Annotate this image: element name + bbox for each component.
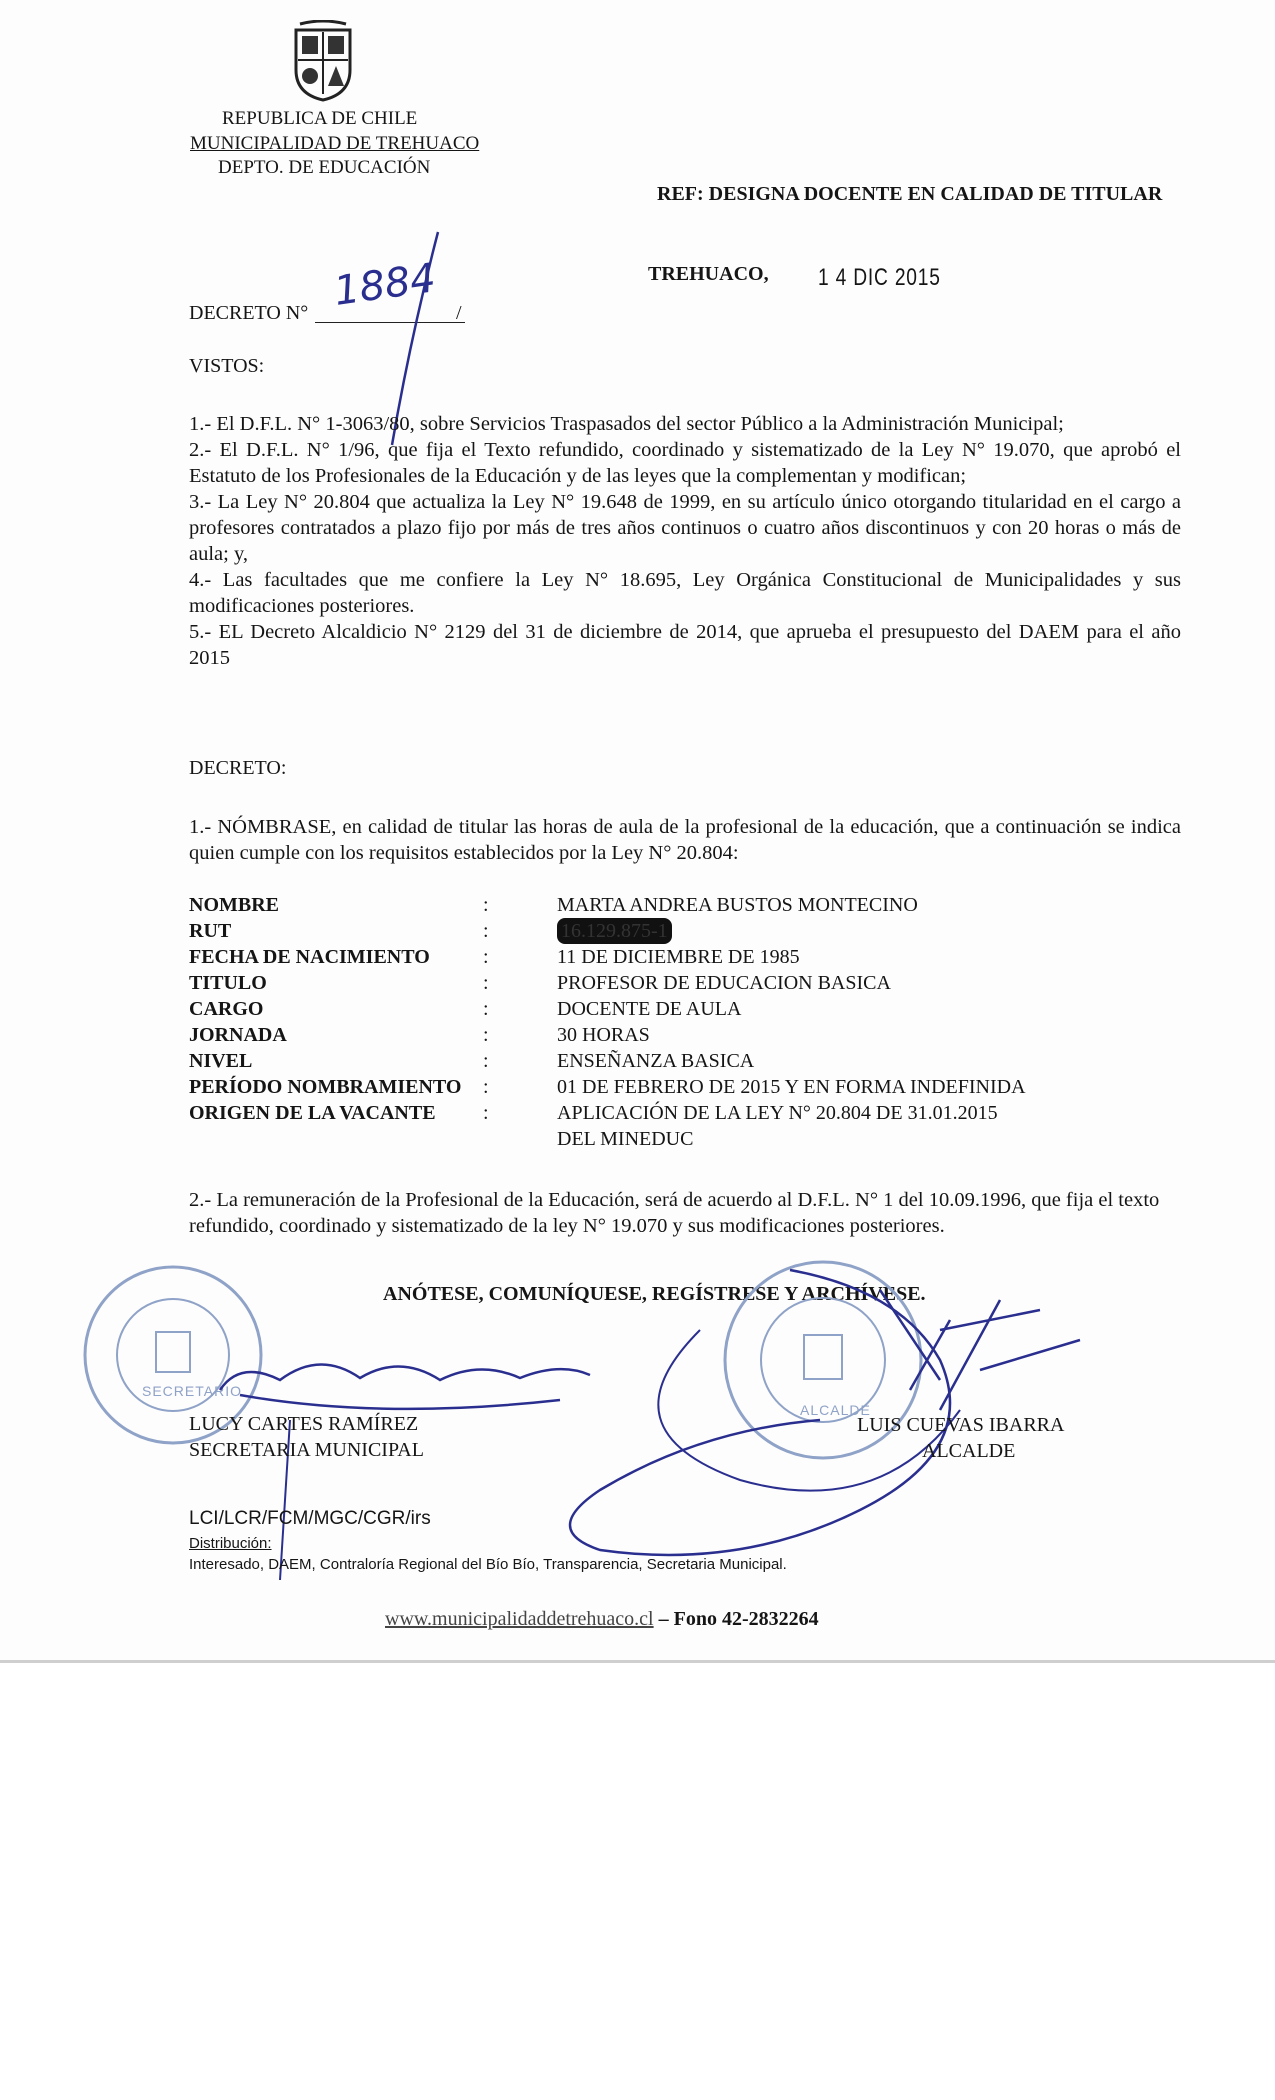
svg-text:SECRETARIO: SECRETARIO xyxy=(142,1383,242,1399)
field-colon: : xyxy=(483,1024,489,1046)
decree-slash: / xyxy=(456,302,462,324)
vistos-item: 4.- Las facultades que me confiere la Ley N° 18.695, Ley Orgánica Constitucional de Municipalidades y sus modificaciones posteriores. xyxy=(189,569,1181,617)
header-country: REPUBLICA DE CHILE xyxy=(222,108,418,129)
vistos-item: 3.- La Ley N° 20.804 que actualiza la Ley N° 19.648 de 1999, en su artículo único otorgando titularidad en el cargo a profesores contratados a plazo fijo por más de tres años continuos o cuatro años discontinuos y con 20 horas o más de aula; y, xyxy=(189,491,1181,565)
field-colon: : xyxy=(483,1050,489,1072)
field-value: 30 HORAS xyxy=(557,1024,650,1046)
mayor-name: LUIS CUEVAS IBARRA xyxy=(857,1414,1065,1436)
field-label: NIVEL xyxy=(189,1050,253,1072)
vistos-item: 2.- El D.F.L. N° 1/96, que fija el Texto refundido, coordinado y sistematizado de la Ley N° 19.070, que aprobó el Estatuto de los Profesionales de la Educación y de las leyes que la complementan y modifican; xyxy=(189,439,1181,487)
decreto-item-2: 2.- La remuneración de la Profesional de la Educación, será de acuerdo al D.F.L. N° 1 del 10.09.1996, que fija el texto refundido, coordinado y sistematizado de la ley N° 19.070 y sus modificaciones posteriores. xyxy=(189,1189,1160,1237)
field-value: MARTA ANDREA BUSTOS MONTECINO xyxy=(557,894,918,916)
secretary-title: SECRETARIA MUNICIPAL xyxy=(189,1439,424,1461)
field-value: 11 DE DICIEMBRE DE 1985 xyxy=(557,946,800,968)
date-stamp: 1 4 DIC 2015 xyxy=(818,264,941,291)
coat-of-arms-icon xyxy=(290,20,356,102)
distribution-list: Interesado, DAEM, Contraloría Regional del Bío Bío, Transparencia, Secretaria Municipal. xyxy=(189,1556,787,1573)
field-label: JORNADA xyxy=(189,1024,287,1046)
decreto-title: DECRETO: xyxy=(189,757,287,779)
place: TREHUACO, xyxy=(648,263,769,285)
footer-website: www.municipalidaddetrehuaco.cl xyxy=(385,1608,654,1630)
field-value: 01 DE FEBRERO DE 2015 Y EN FORMA INDEFINIDA xyxy=(557,1076,1026,1098)
vistos-title: VISTOS: xyxy=(189,355,265,377)
field-value: DOCENTE DE AULA xyxy=(557,998,742,1020)
field-colon: : xyxy=(483,998,489,1020)
reference-line: REF: DESIGNA DOCENTE EN CALIDAD DE TITULAR xyxy=(657,183,1163,205)
field-colon: : xyxy=(483,920,489,942)
decree-number: 1884 xyxy=(331,255,439,315)
field-label: RUT xyxy=(189,920,232,942)
decree-label: DECRETO N° xyxy=(189,302,309,324)
closing-formula: ANÓTESE, COMUNÍQUESE, REGÍSTRESE Y ARCHÍVESE. xyxy=(383,1283,926,1305)
vistos-item: 1.- El D.F.L. N° 1-3063/80, sobre Servicios Traspasados del sector Público a la Administración Municipal; xyxy=(189,413,1064,435)
field-colon: : xyxy=(483,894,489,916)
footer-phone: – Fono 42-2832264 xyxy=(653,1608,819,1630)
field-value: APLICACIÓN DE LA LEY N° 20.804 DE 31.01.2015 xyxy=(557,1102,998,1124)
field-label: NOMBRE xyxy=(189,894,279,916)
header-municipality: MUNICIPALIDAD DE TREHUACO xyxy=(190,133,480,154)
field-colon: : xyxy=(483,972,489,994)
secretary-name: LUCY CARTES RAMÍREZ xyxy=(189,1413,419,1435)
vistos-list xyxy=(189,411,1181,671)
field-label: CARGO xyxy=(189,998,264,1020)
field-label: FECHA DE NACIMIENTO xyxy=(189,946,430,968)
field-value: ENSEÑANZA BASICA xyxy=(557,1050,755,1072)
field-value-redacted: 16.129.875-1 xyxy=(557,918,672,944)
field-label: PERÍODO NOMBRAMIENTO xyxy=(189,1076,462,1098)
mayor-title: ALCALDE xyxy=(922,1440,1016,1462)
field-colon: : xyxy=(483,1076,489,1098)
vistos-item: 5.- EL Decreto Alcaldicio N° 2129 del 31 de diciembre de 2014, que aprueba el presupuesto del DAEM para el año 2015 xyxy=(189,621,1181,669)
header-department: DEPTO. DE EDUCACIÓN xyxy=(218,157,431,178)
field-value: PROFESOR DE EDUCACION BASICA xyxy=(557,972,891,994)
footer xyxy=(385,1608,819,1631)
svg-text:ALCALDE: ALCALDE xyxy=(800,1402,871,1418)
field-colon: : xyxy=(483,1102,489,1124)
field-value-continued: DEL MINEDUC xyxy=(557,1128,694,1150)
field-label: TITULO xyxy=(189,972,267,994)
initials: LCI/LCR/FCM/MGC/CGR/irs xyxy=(189,1508,431,1529)
distribution-label: Distribución: xyxy=(189,1535,272,1552)
decreto-item-1: 1.- NÓMBRASE, en calidad de titular las horas de aula de la profesional de la educación, que a continuación se indica quien cumple con los requisitos establecidos por la Ley N° 20.804: xyxy=(189,816,1181,864)
field-colon: : xyxy=(483,946,489,968)
field-label: ORIGEN DE LA VACANTE xyxy=(189,1102,436,1124)
